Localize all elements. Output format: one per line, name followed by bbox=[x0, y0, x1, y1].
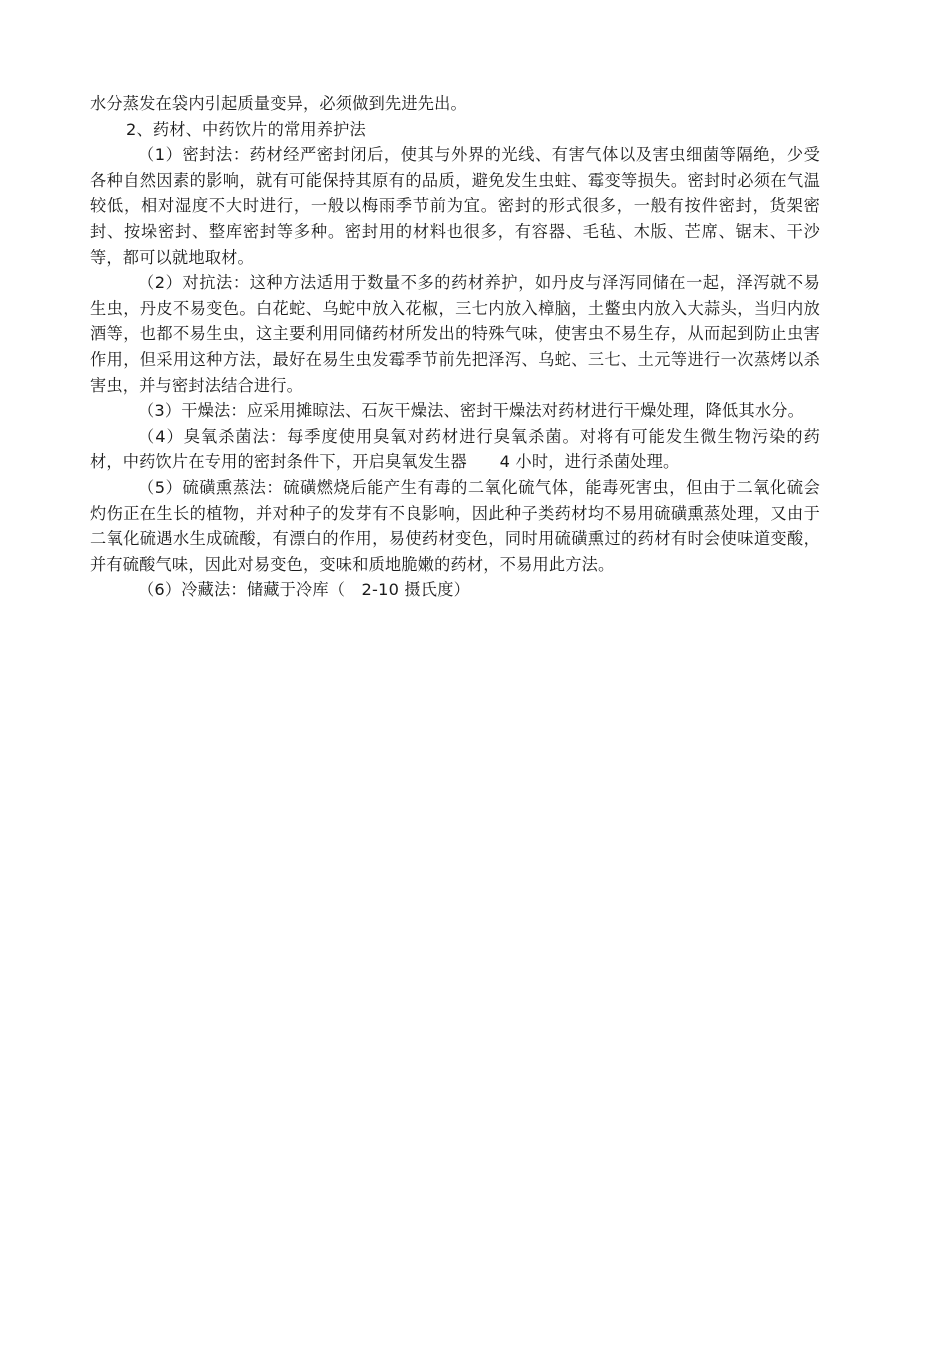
section-heading-maintenance-methods: 2、药材、中药饮片的常用养护法 bbox=[126, 119, 366, 139]
paragraph-ozone-sterilization-method: （4）臭氧杀菌法：每季度使用臭氧对药材进行臭氧杀菌。对将有可能发生微生物污染的药材，中药饮片在专用的密封条件下，开启臭氧发生器 4 小时，进行杀菌处理。 bbox=[90, 426, 820, 472]
paragraph-drying-method: （3）干燥法：应采用摊晾法、石灰干燥法、密封干燥法对药材进行干燥处理，降低其水分。 bbox=[138, 401, 804, 421]
paragraph-sealing-method: （1）密封法：药材经严密封闭后，使其与外界的光线、有害气体以及害虫细菌等隔绝，少受各种自然因素的影响，就有可能保持其原有的品质，避免发生虫蛀、霉变等损失。密封时必须在气温较低，相对湿度不大时进行，一般以梅雨季节前为宜。密封的形式很多，一般有按件密封，货架密封、按垛密封、整库密封等多种。密封用的材料也很多，有容器、毛毡、木版、芒席、锯末、干沙等，都可以就地取材。 bbox=[90, 145, 820, 267]
paragraph-continuation: 水分蒸发在袋内引起质量变异，必须做到先进先出。 bbox=[90, 94, 467, 113]
paragraph-cold-storage-method: （6）冷藏法：储藏于冷库（ 2-10 摄氏度） bbox=[138, 580, 470, 600]
paragraph-counteraction-method: （2）对抗法：这种方法适用于数量不多的药材养护，如丹皮与泽泻同储在一起，泽泻就不易生虫，丹皮不易变色。白花蛇、乌蛇中放入花椒，三七内放入樟脑，土鳖虫内放入大蒜头，当归内放酒等，也都不易生虫，这主要利用同储药材所发出的特殊气味，使害虫不易生存，从而起到防止虫害作用，但采用这种方法，最好在易生虫发霉季节前先把泽泻、乌蛇、三七、土元等进行一次蒸烤以杀害虫，并与密封法结合进行。 bbox=[90, 273, 820, 395]
document-body bbox=[90, 91, 820, 603]
paragraph-sulfur-fumigation-method: （5）硫磺熏蒸法：硫磺燃烧后能产生有毒的二氧化硫气体，能毒死害虫，但由于二氧化硫会灼伤正在生长的植物，并对种子的发芽有不良影响，因此种子类药材均不易用硫磺熏蒸处理，又由于二氧化硫遇水生成硫酸，有漂白的作用，易使药材变色，同时用硫磺熏过的药材有时会使味道变酸，并有硫酸气味，因此对易变色，变味和质地脆嫩的药材，不易用此方法。 bbox=[90, 477, 820, 574]
